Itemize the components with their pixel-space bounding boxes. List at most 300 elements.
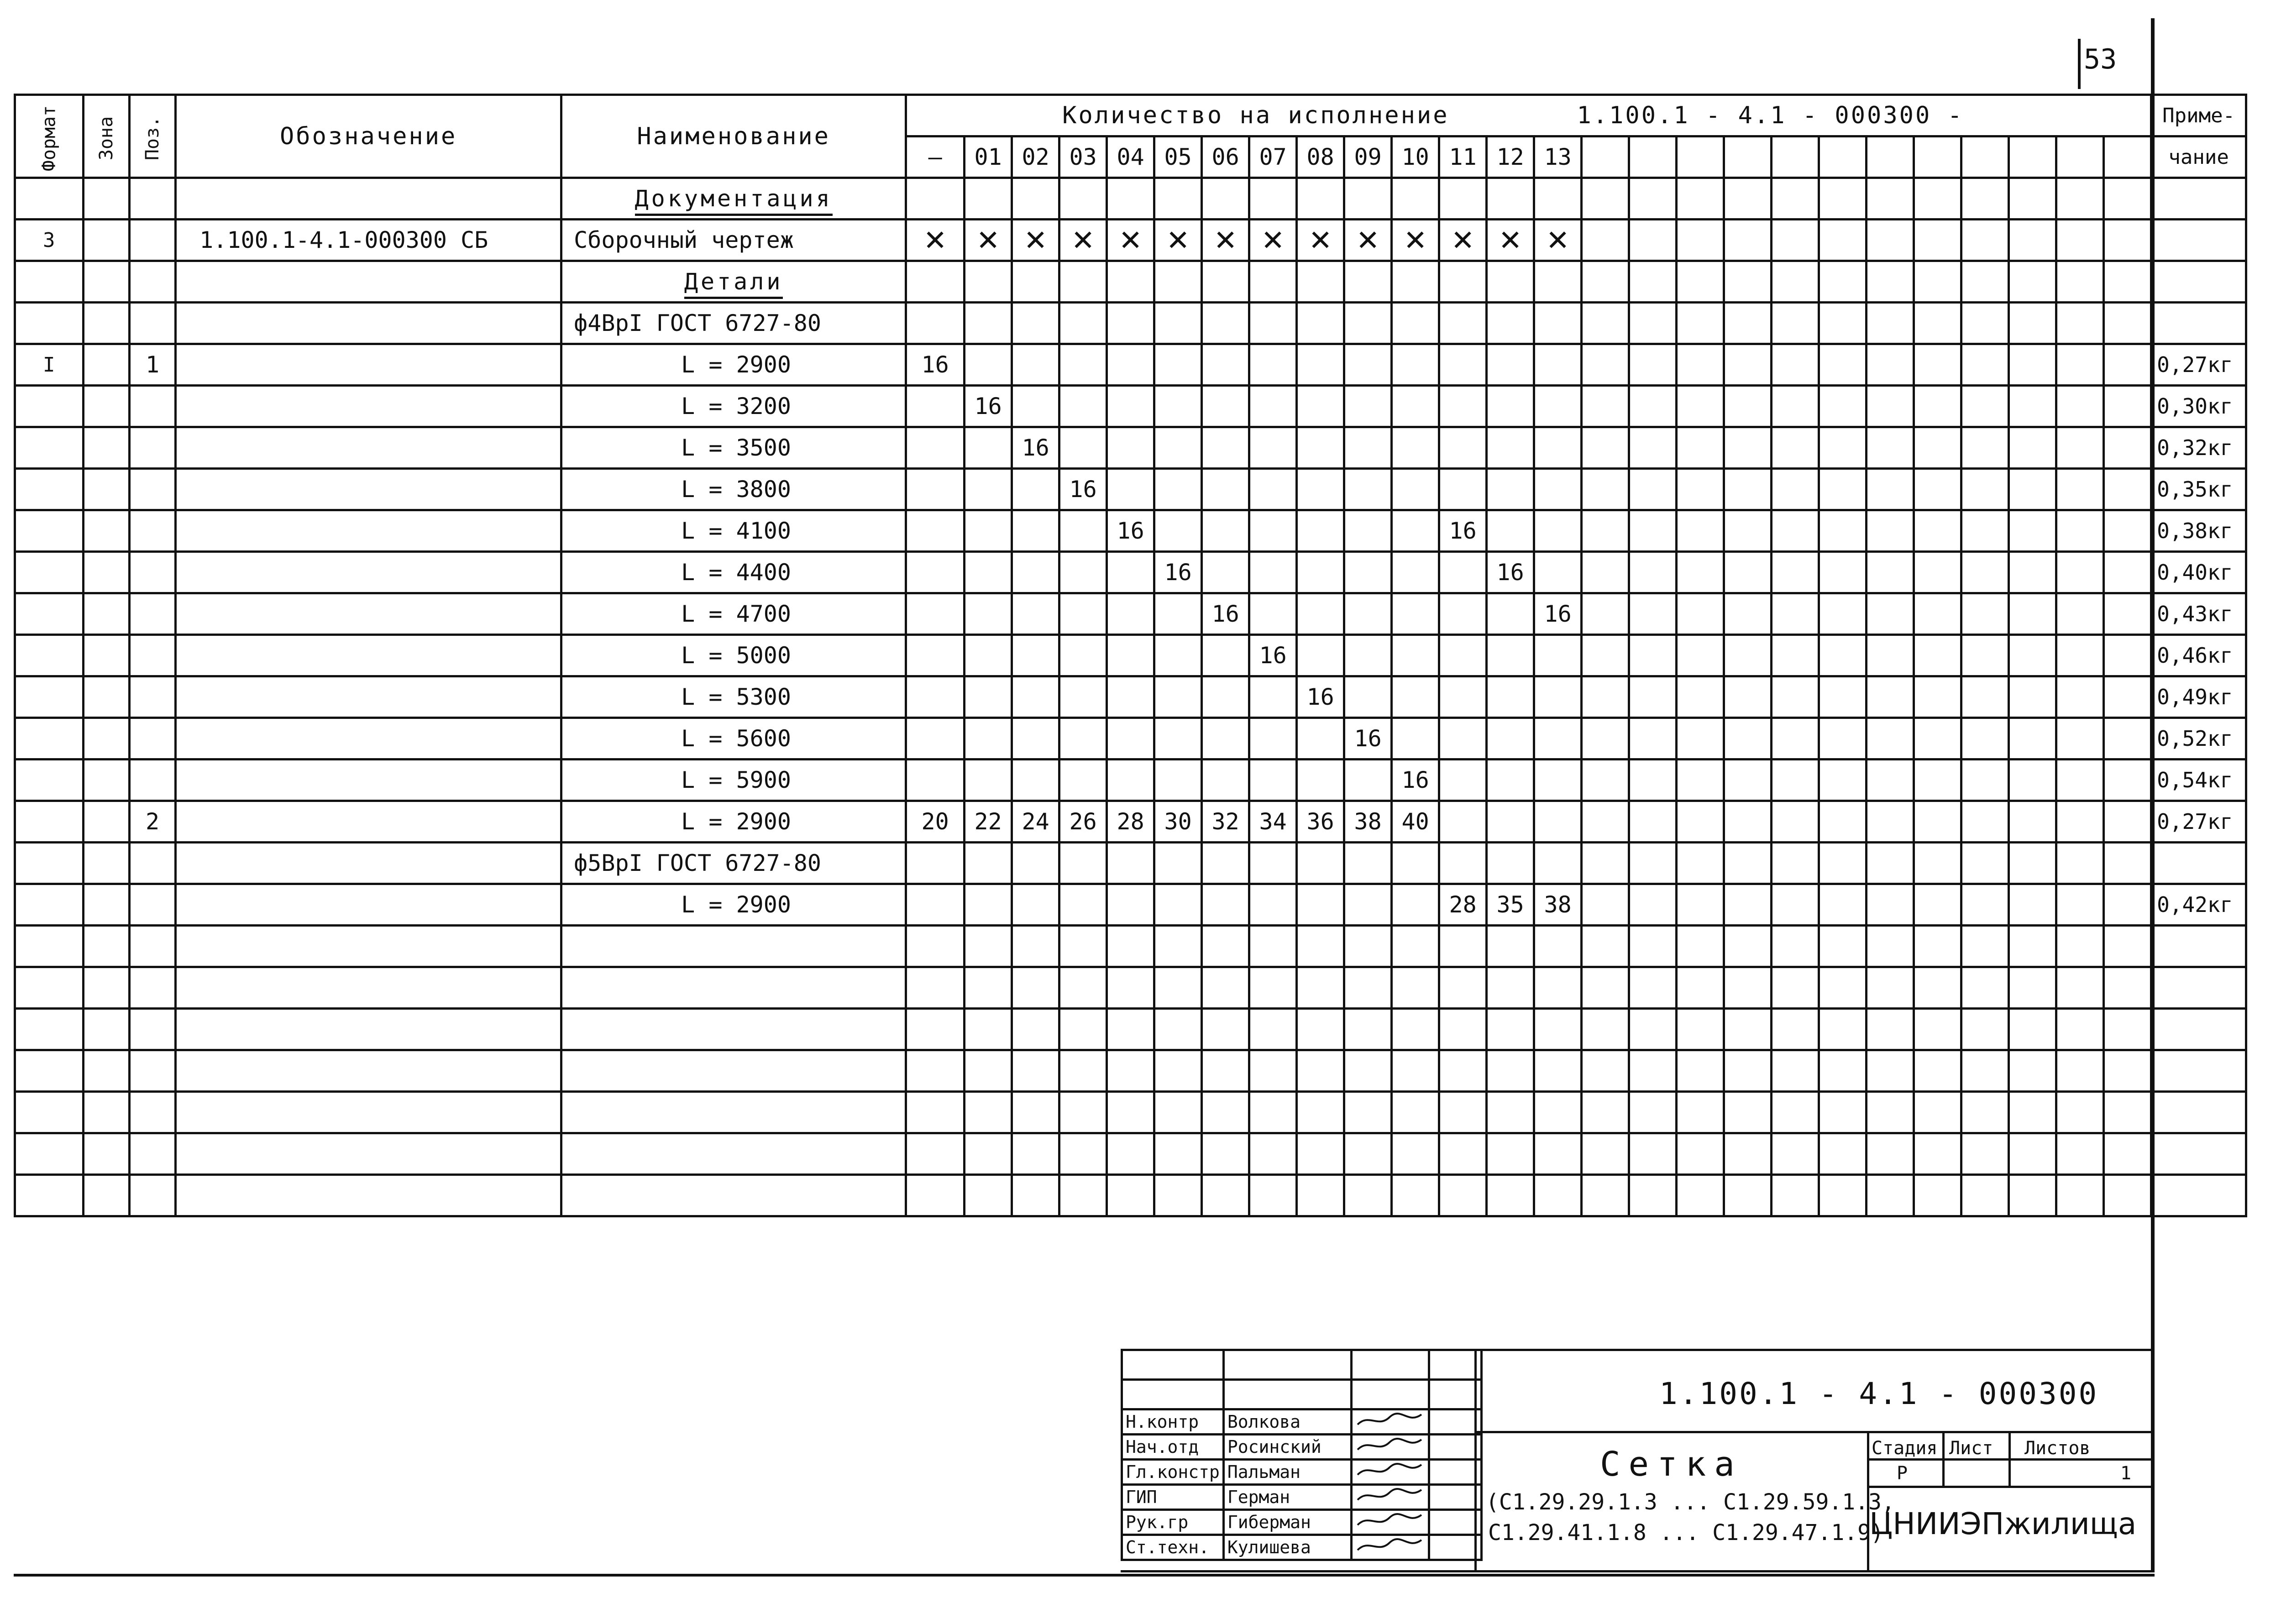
quantity-cell — [1154, 469, 1202, 510]
quantity-cell-empty — [1819, 718, 1867, 760]
quantity-cell — [1297, 760, 1344, 801]
note-cell — [2151, 967, 2246, 1009]
quantity-doc: 1.100.1 - 4.1 - 000300 - — [1577, 102, 1964, 129]
quantity-cell-empty — [1961, 1050, 2009, 1092]
zone-cell — [83, 635, 129, 676]
name-cell — [561, 1133, 906, 1175]
quantity-cell-empty — [1819, 635, 1867, 676]
quantity-cell — [1249, 178, 1297, 220]
quantity-cell-empty — [1961, 1009, 2009, 1050]
quantity-cell — [965, 178, 1012, 220]
quantity-cell — [1107, 261, 1154, 303]
name-cell — [561, 261, 906, 303]
quantity-cell-empty — [1629, 1133, 1677, 1175]
header-row-1 — [15, 95, 2246, 136]
quantity-cell-empty — [2056, 760, 2104, 801]
format-cell — [15, 1050, 84, 1092]
signature-mark — [1351, 1535, 1429, 1560]
quantity-cell — [1202, 1009, 1249, 1050]
quantity-cell-empty — [1677, 635, 1724, 676]
designation-cell — [176, 178, 561, 220]
quantity-cell-empty — [2104, 469, 2151, 510]
quantity-cell-empty — [1867, 303, 1914, 344]
quantity-cell — [906, 1050, 965, 1092]
quantity-cell-empty — [1819, 593, 1867, 635]
stage-value: Р — [1897, 1463, 1908, 1484]
name-cell: ф4ВрI ГОСТ 6727-80 — [561, 303, 906, 344]
quantity-cell-empty — [1677, 801, 1724, 843]
sheets-label: Листов — [2024, 1438, 2091, 1459]
quantity-cell: 16 — [1439, 510, 1487, 552]
quantity-cell — [1154, 303, 1202, 344]
quantity-cell-empty — [1629, 1009, 1677, 1050]
quantity-cell — [906, 967, 965, 1009]
quantity-cell-empty — [1914, 718, 1961, 760]
quantity-cell — [1392, 1175, 1439, 1216]
quantity-cell — [1012, 635, 1059, 676]
variant-header: 08 — [1297, 136, 1344, 178]
quantity-cell — [1344, 178, 1392, 220]
quantity-cell-empty — [1582, 178, 1629, 220]
quantity-cell-empty — [1867, 1050, 1914, 1092]
quantity-cell — [1344, 510, 1392, 552]
pos-cell — [129, 926, 175, 967]
quantity-cell — [1154, 884, 1202, 926]
quantity-cell — [1297, 926, 1344, 967]
signature-mark — [1351, 1435, 1429, 1460]
format-cell — [15, 676, 84, 718]
table-row — [15, 386, 2246, 427]
signature-role: Н.контр — [1122, 1409, 1224, 1435]
quantity-cell — [1439, 261, 1487, 303]
quantity-cell — [1059, 552, 1107, 593]
quantity-cell — [1154, 635, 1202, 676]
zone-cell — [83, 344, 129, 386]
quantity-cell-empty — [1582, 884, 1629, 926]
designation-cell — [176, 926, 561, 967]
quantity-cell-empty — [1629, 344, 1677, 386]
quantity-cell — [1154, 427, 1202, 469]
quantity-cell — [965, 1092, 1012, 1133]
quantity-cell — [1344, 1050, 1392, 1092]
quantity-cell-empty — [1582, 593, 1629, 635]
quantity-cell — [1534, 635, 1582, 676]
quantity-cell: 40 — [1392, 801, 1439, 843]
quantity-cell — [1439, 386, 1487, 427]
note-cell: 0,27кг — [2151, 801, 2246, 843]
pos-cell — [129, 718, 175, 760]
quantity-cell-empty — [1914, 1050, 1961, 1092]
quantity-cell — [1059, 593, 1107, 635]
quantity-cell-empty — [1819, 843, 1867, 884]
quantity-cell: 20 — [906, 801, 965, 843]
quantity-cell-empty — [1867, 926, 1914, 967]
quantity-cell-empty — [2009, 676, 2056, 718]
quantity-cell-empty — [1724, 178, 1772, 220]
quantity-cell — [1439, 469, 1487, 510]
cross-mark-icon: ✕ — [1546, 223, 1570, 257]
quantity-cell-empty — [1914, 1175, 1961, 1216]
quantity-cell — [1249, 1009, 1297, 1050]
quantity-cell-empty — [1582, 386, 1629, 427]
pos-cell: 1 — [129, 344, 175, 386]
quantity-cell — [1487, 1175, 1534, 1216]
quantity-cell: 35 — [1487, 884, 1534, 926]
quantity-cell — [1297, 469, 1344, 510]
quantity-cell — [1297, 303, 1344, 344]
format-cell: 3 — [15, 220, 84, 261]
quantity-cell — [906, 593, 965, 635]
quantity-cell — [1012, 1092, 1059, 1133]
name-cell: L = 5000 — [561, 635, 906, 676]
quantity-cell-empty — [2056, 1050, 2104, 1092]
variant-header: — — [906, 136, 965, 178]
quantity-cell-empty — [1914, 967, 1961, 1009]
quantity-cell-empty — [1819, 1050, 1867, 1092]
quantity-cell-empty — [1819, 469, 1867, 510]
quantity-cell-empty — [1819, 552, 1867, 593]
quantity-cell — [965, 926, 1012, 967]
quantity-cell-empty — [1772, 760, 1819, 801]
zone-cell — [83, 303, 129, 344]
quantity-cell — [1059, 760, 1107, 801]
quantity-cell: 16 — [906, 344, 965, 386]
quantity-cell-empty — [1819, 926, 1867, 967]
quantity-cell-empty — [1867, 1175, 1914, 1216]
quantity-cell — [1202, 178, 1249, 220]
quantity-cell-empty — [1724, 1092, 1772, 1133]
cross-mark-icon: ✕ — [1308, 223, 1332, 257]
cross-mark-icon: ✕ — [923, 223, 947, 257]
note-cell: 0,38кг — [2151, 510, 2246, 552]
quantity-cell-empty — [2009, 718, 2056, 760]
quantity-cell — [1154, 220, 1202, 261]
quantity-cell-empty — [1629, 718, 1677, 760]
quantity-cell-empty — [1677, 1175, 1724, 1216]
quantity-cell-empty — [1629, 510, 1677, 552]
quantity-cell — [1249, 303, 1297, 344]
quantity-cell-empty — [1867, 967, 1914, 1009]
quantity-cell-empty — [1677, 386, 1724, 427]
quantity-cell — [1154, 386, 1202, 427]
signature-date — [1429, 1485, 1481, 1510]
quantity-cell-empty — [2056, 1175, 2104, 1216]
pos-cell — [129, 1175, 175, 1216]
note-cell — [2151, 843, 2246, 884]
name-cell: L = 2900 — [561, 344, 906, 386]
quantity-cell — [1487, 718, 1534, 760]
quantity-cell — [1487, 469, 1534, 510]
signature-mark — [1351, 1510, 1429, 1535]
quantity-header — [906, 95, 2151, 136]
designation-cell — [176, 1009, 561, 1050]
pos-cell — [129, 843, 175, 884]
quantity-cell — [1012, 178, 1059, 220]
quantity-cell: 22 — [965, 801, 1012, 843]
table-row — [15, 884, 2246, 926]
quantity-cell — [1297, 843, 1344, 884]
quantity-cell: 16 — [1487, 552, 1534, 593]
signature-row — [1122, 1510, 1482, 1535]
quantity-cell — [965, 261, 1012, 303]
quantity-cell — [1392, 510, 1439, 552]
quantity-cell — [1154, 967, 1202, 1009]
cross-mark-icon: ✕ — [1261, 223, 1285, 257]
quantity-cell-empty — [1819, 386, 1867, 427]
quantity-cell — [1534, 676, 1582, 718]
quantity-cell — [1059, 967, 1107, 1009]
pos-header: Поз. — [129, 95, 175, 178]
quantity-cell — [1487, 427, 1534, 469]
quantity-cell-empty — [1582, 801, 1629, 843]
quantity-cell — [1392, 303, 1439, 344]
quantity-cell — [1249, 593, 1297, 635]
quantity-cell — [1439, 427, 1487, 469]
quantity-cell — [1439, 801, 1487, 843]
quantity-cell — [1487, 344, 1534, 386]
quantity-cell — [965, 676, 1012, 718]
quantity-cell-empty — [1961, 344, 2009, 386]
quantity-cell — [1012, 1050, 1059, 1092]
quantity-cell — [1297, 1092, 1344, 1133]
quantity-cell — [1392, 1009, 1439, 1050]
quantity-cell — [1534, 967, 1582, 1009]
table-row — [15, 718, 2246, 760]
table-row — [15, 967, 2246, 1009]
quantity-cell — [1439, 552, 1487, 593]
format-cell — [15, 469, 84, 510]
quantity-cell — [1392, 344, 1439, 386]
quantity-cell — [1059, 1050, 1107, 1092]
note-cell: 0,40кг — [2151, 552, 2246, 593]
quantity-cell-empty — [1724, 303, 1772, 344]
quantity-cell-empty — [1772, 510, 1819, 552]
title-block — [1121, 1349, 2155, 1572]
handwritten-signature-icon — [1355, 1486, 1424, 1504]
quantity-cell-empty — [1724, 344, 1772, 386]
quantity-cell — [1249, 967, 1297, 1009]
quantity-cell — [1154, 1050, 1202, 1092]
quantity-cell-empty — [1629, 1092, 1677, 1133]
quantity-cell-empty — [1582, 344, 1629, 386]
pos-cell — [129, 303, 175, 344]
quantity-cell: 16 — [1154, 552, 1202, 593]
quantity-cell-empty — [1582, 510, 1629, 552]
quantity-cell — [906, 1092, 965, 1133]
pos-cell — [129, 884, 175, 926]
quantity-cell-empty — [1677, 1009, 1724, 1050]
quantity-cell-empty — [1961, 1092, 2009, 1133]
quantity-cell — [1487, 178, 1534, 220]
quantity-cell — [1534, 427, 1582, 469]
quantity-cell: 16 — [1534, 593, 1582, 635]
quantity-cell — [1107, 676, 1154, 718]
signature-role: Рук.гр — [1122, 1510, 1224, 1535]
quantity-cell — [1534, 1092, 1582, 1133]
quantity-cell — [1249, 469, 1297, 510]
designation-cell — [176, 1133, 561, 1175]
quantity-cell — [1487, 801, 1534, 843]
quantity-cell — [965, 593, 1012, 635]
pos-cell — [129, 427, 175, 469]
quantity-cell — [965, 220, 1012, 261]
quantity-cell — [1297, 386, 1344, 427]
quantity-cell-empty — [1819, 1009, 1867, 1050]
quantity-cell-empty — [2056, 676, 2104, 718]
name-cell — [561, 967, 906, 1009]
signature-name: Пальман — [1223, 1460, 1351, 1485]
quantity-cell — [1487, 843, 1534, 884]
quantity-cell-empty — [1582, 303, 1629, 344]
pos-cell — [129, 178, 175, 220]
quantity-cell-empty — [2056, 801, 2104, 843]
pos-cell — [129, 469, 175, 510]
quantity-cell — [1487, 303, 1534, 344]
quantity-cell-empty — [1582, 926, 1629, 967]
quantity-cell-empty — [2104, 1133, 2151, 1175]
quantity-cell — [1202, 967, 1249, 1009]
variant-header-empty — [1961, 136, 2009, 178]
quantity-cell — [1392, 676, 1439, 718]
zone-cell — [83, 1175, 129, 1216]
quantity-cell-empty — [1724, 1050, 1772, 1092]
quantity-cell — [1107, 1133, 1154, 1175]
quantity-cell — [1059, 303, 1107, 344]
quantity-cell-empty — [1772, 344, 1819, 386]
quantity-cell — [1439, 593, 1487, 635]
quantity-cell — [1487, 635, 1534, 676]
quantity-cell — [1107, 926, 1154, 967]
quantity-cell-empty — [1677, 303, 1724, 344]
quantity-cell-empty — [2009, 1050, 2056, 1092]
quantity-cell — [1107, 303, 1154, 344]
quantity-cell: 16 — [1202, 593, 1249, 635]
quantity-cell-empty — [1772, 676, 1819, 718]
note-cell: 0,43кг — [2151, 593, 2246, 635]
quantity-cell-empty — [1677, 261, 1724, 303]
quantity-cell-empty — [1867, 760, 1914, 801]
quantity-cell — [1249, 1050, 1297, 1092]
quantity-cell — [1202, 676, 1249, 718]
zone-cell — [83, 718, 129, 760]
quantity-cell-empty — [1867, 1092, 1914, 1133]
quantity-cell — [1154, 926, 1202, 967]
quantity-cell-empty — [2009, 1009, 2056, 1050]
title-name: Сетка — [1600, 1445, 1743, 1484]
quantity-cell — [1107, 1092, 1154, 1133]
quantity-cell-empty — [1724, 1009, 1772, 1050]
quantity-cell — [1297, 510, 1344, 552]
quantity-cell-empty — [1582, 1133, 1629, 1175]
cross-mark-icon: ✕ — [976, 223, 1000, 257]
quantity-cell-empty — [2009, 884, 2056, 926]
quantity-cell — [1297, 1050, 1344, 1092]
quantity-cell-empty — [1582, 718, 1629, 760]
quantity-cell — [1249, 676, 1297, 718]
format-cell — [15, 1133, 84, 1175]
table-row — [15, 843, 2246, 884]
designation-cell — [176, 884, 561, 926]
quantity-cell-empty — [1914, 510, 1961, 552]
quantity-cell-empty — [2009, 344, 2056, 386]
table-row — [15, 220, 2246, 261]
zone-cell — [83, 261, 129, 303]
quantity-cell — [965, 1133, 1012, 1175]
pos-cell — [129, 1092, 175, 1133]
quantity-cell — [1534, 469, 1582, 510]
quantity-cell — [1154, 1009, 1202, 1050]
designation-cell — [176, 344, 561, 386]
signature-row — [1122, 1535, 1482, 1560]
quantity-cell — [1439, 344, 1487, 386]
format-cell — [15, 1092, 84, 1133]
quantity-cell-empty — [2056, 843, 2104, 884]
name-cell — [561, 1009, 906, 1050]
signature-date — [1429, 1535, 1481, 1560]
quantity-cell — [1154, 344, 1202, 386]
quantity-cell-empty — [1772, 261, 1819, 303]
quantity-label: Количество на исполнение — [1062, 102, 1449, 129]
quantity-cell — [906, 303, 965, 344]
quantity-cell-empty — [1724, 884, 1772, 926]
quantity-cell — [1012, 1133, 1059, 1175]
quantity-cell-empty — [2009, 552, 2056, 593]
note-cell: 0,42кг — [2151, 884, 2246, 926]
quantity-cell: 16 — [1107, 510, 1154, 552]
quantity-cell-empty — [1582, 261, 1629, 303]
format-cell — [15, 1009, 84, 1050]
quantity-cell — [1202, 1092, 1249, 1133]
quantity-cell — [1059, 261, 1107, 303]
name-cell: L = 5600 — [561, 718, 906, 760]
quantity-cell-empty — [2104, 261, 2151, 303]
quantity-cell-empty — [2056, 1009, 2104, 1050]
quantity-cell — [1107, 386, 1154, 427]
quantity-cell — [1249, 220, 1297, 261]
quantity-cell-empty — [1772, 967, 1819, 1009]
quantity-cell — [1059, 1009, 1107, 1050]
quantity-cell-empty — [1724, 1175, 1772, 1216]
quantity-cell-empty — [1961, 469, 2009, 510]
quantity-cell — [1107, 593, 1154, 635]
quantity-cell-empty — [1772, 926, 1819, 967]
format-cell — [15, 884, 84, 926]
quantity-cell — [965, 510, 1012, 552]
quantity-cell — [1534, 843, 1582, 884]
quantity-cell-empty — [1724, 427, 1772, 469]
quantity-cell-empty — [1961, 801, 2009, 843]
table-row — [15, 552, 2246, 593]
quantity-cell-empty — [1629, 1175, 1677, 1216]
quantity-cell — [1059, 386, 1107, 427]
quantity-cell-empty — [1772, 1092, 1819, 1133]
variant-header-empty — [1772, 136, 1819, 178]
quantity-cell-empty — [1867, 593, 1914, 635]
pos-cell — [129, 261, 175, 303]
variant-header: 10 — [1392, 136, 1439, 178]
name-cell: L = 3800 — [561, 469, 906, 510]
quantity-cell — [1534, 926, 1582, 967]
quantity-cell — [906, 510, 965, 552]
quantity-cell — [1249, 884, 1297, 926]
table-row — [15, 676, 2246, 718]
signature-name: Кулишева — [1223, 1535, 1351, 1560]
variant-header-empty — [2009, 136, 2056, 178]
quantity-cell-empty — [1819, 1175, 1867, 1216]
quantity-cell-empty — [1724, 676, 1772, 718]
quantity-cell-empty — [2009, 469, 2056, 510]
quantity-cell-empty — [1914, 178, 1961, 220]
